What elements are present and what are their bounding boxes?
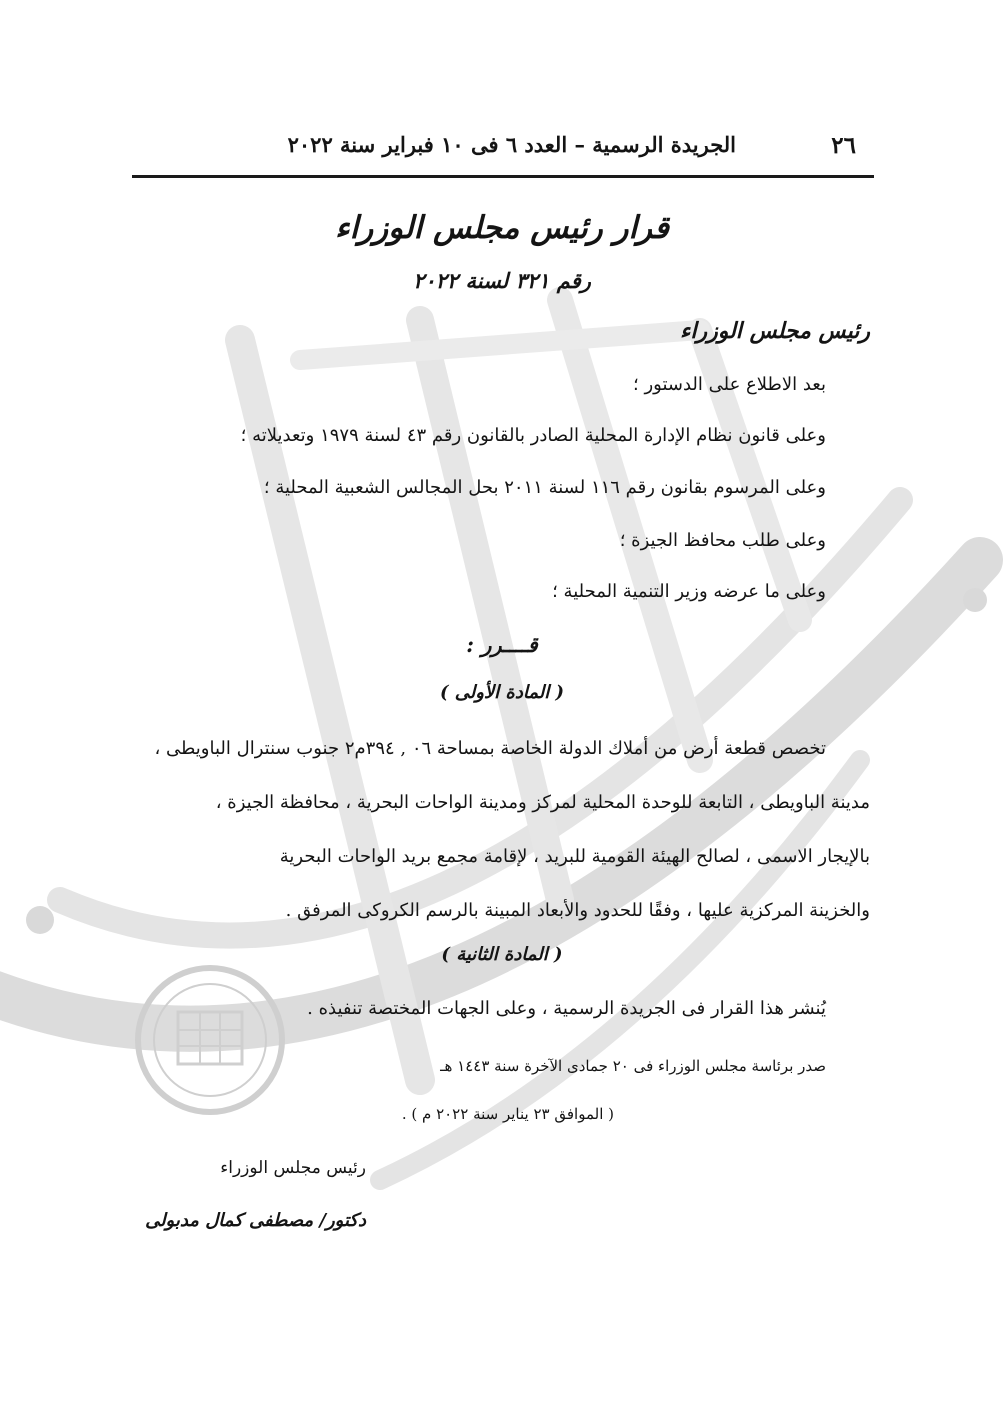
seal-icon — [138, 968, 282, 1112]
preamble-line: بعد الاطلاع على الدستور ؛ — [633, 374, 826, 395]
issuer-heading: رئيس مجلس الوزراء — [680, 318, 870, 344]
article-heading: ( المادة الثانية ) — [441, 944, 563, 965]
watermark-dot-2 — [963, 588, 987, 612]
watermark-stroke-1 — [240, 340, 420, 1080]
decree-title: قرار رئيس مجلس الوزراء — [335, 210, 669, 246]
watermark-stroke-2 — [420, 320, 560, 900]
watermark-stroke-5 — [300, 330, 700, 360]
signature-name: دكتور/ مصطفى كمال مدبولى — [145, 1210, 366, 1231]
article-text-line: بالإيجار الاسمى ، لصالح الهيئة القومية للبريد ، لإقامة مجمع بريد الواحات البحرية — [279, 846, 870, 867]
corresponding-date-line: ( الموافق ٢٣ يناير سنة ٢٠٢٢ م ) . — [401, 1105, 614, 1123]
gazette-title: الجريدة الرسمية – العدد ٦ فى ١٠ فبراير سنة ٢٠٢٢ — [287, 132, 736, 157]
article-text-line: والخزينة المركزية عليها ، وفقًا للحدود والأبعاد المبينة بالرسم الكروكى المرفق . — [285, 900, 870, 921]
article-text-line: مدينة الباويطى ، التابعة للوحدة المحلية لمركز ومدينة الواحات البحرية ، محافظة الجيزة ، — [215, 792, 870, 813]
header-divider — [132, 175, 874, 178]
preamble-line: وعلى قانون نظام الإدارة المحلية الصادر بالقانون رقم ٤٣ لسنة ١٩٧٩ وتعديلاته ؛ — [240, 425, 826, 446]
signature-title: رئيس مجلس الوزراء — [220, 1158, 366, 1178]
preamble-line: وعلى المرسوم بقانون رقم ١١٦ لسنة ٢٠١١ بحل المجالس الشعبية المحلية ؛ — [263, 477, 826, 498]
watermark-arc-inner — [60, 500, 900, 936]
preamble-line: وعلى ما عرضه وزير التنمية المحلية ؛ — [552, 581, 826, 602]
article-text-line: يُنشر هذا القرار فى الجريدة الرسمية ، وعلى الجهات المختصة تنفيذه . — [307, 998, 826, 1019]
decided-label: قــــرر : — [466, 632, 538, 657]
article-heading: ( المادة الأولى ) — [439, 682, 565, 703]
decree-number: رقم ٣٢١ لسنة ٢٠٢٢ — [413, 268, 591, 293]
watermark-dot-1 — [26, 906, 54, 934]
issued-date-line: صدر برئاسة مجلس الوزراء فى ٢٠ جمادى الآخرة سنة ١٤٤٣ هـ — [440, 1057, 826, 1075]
page-number: ٢٦ — [831, 132, 856, 159]
preamble-line: وعلى طلب محافظ الجيزة ؛ — [619, 530, 826, 551]
article-text-line: تخصص قطعة أرض من أملاك الدولة الخاصة بمساحة ٠٦ , ٣٩٤م٢ جنوب سنترال الباويطى ، — [154, 738, 826, 759]
